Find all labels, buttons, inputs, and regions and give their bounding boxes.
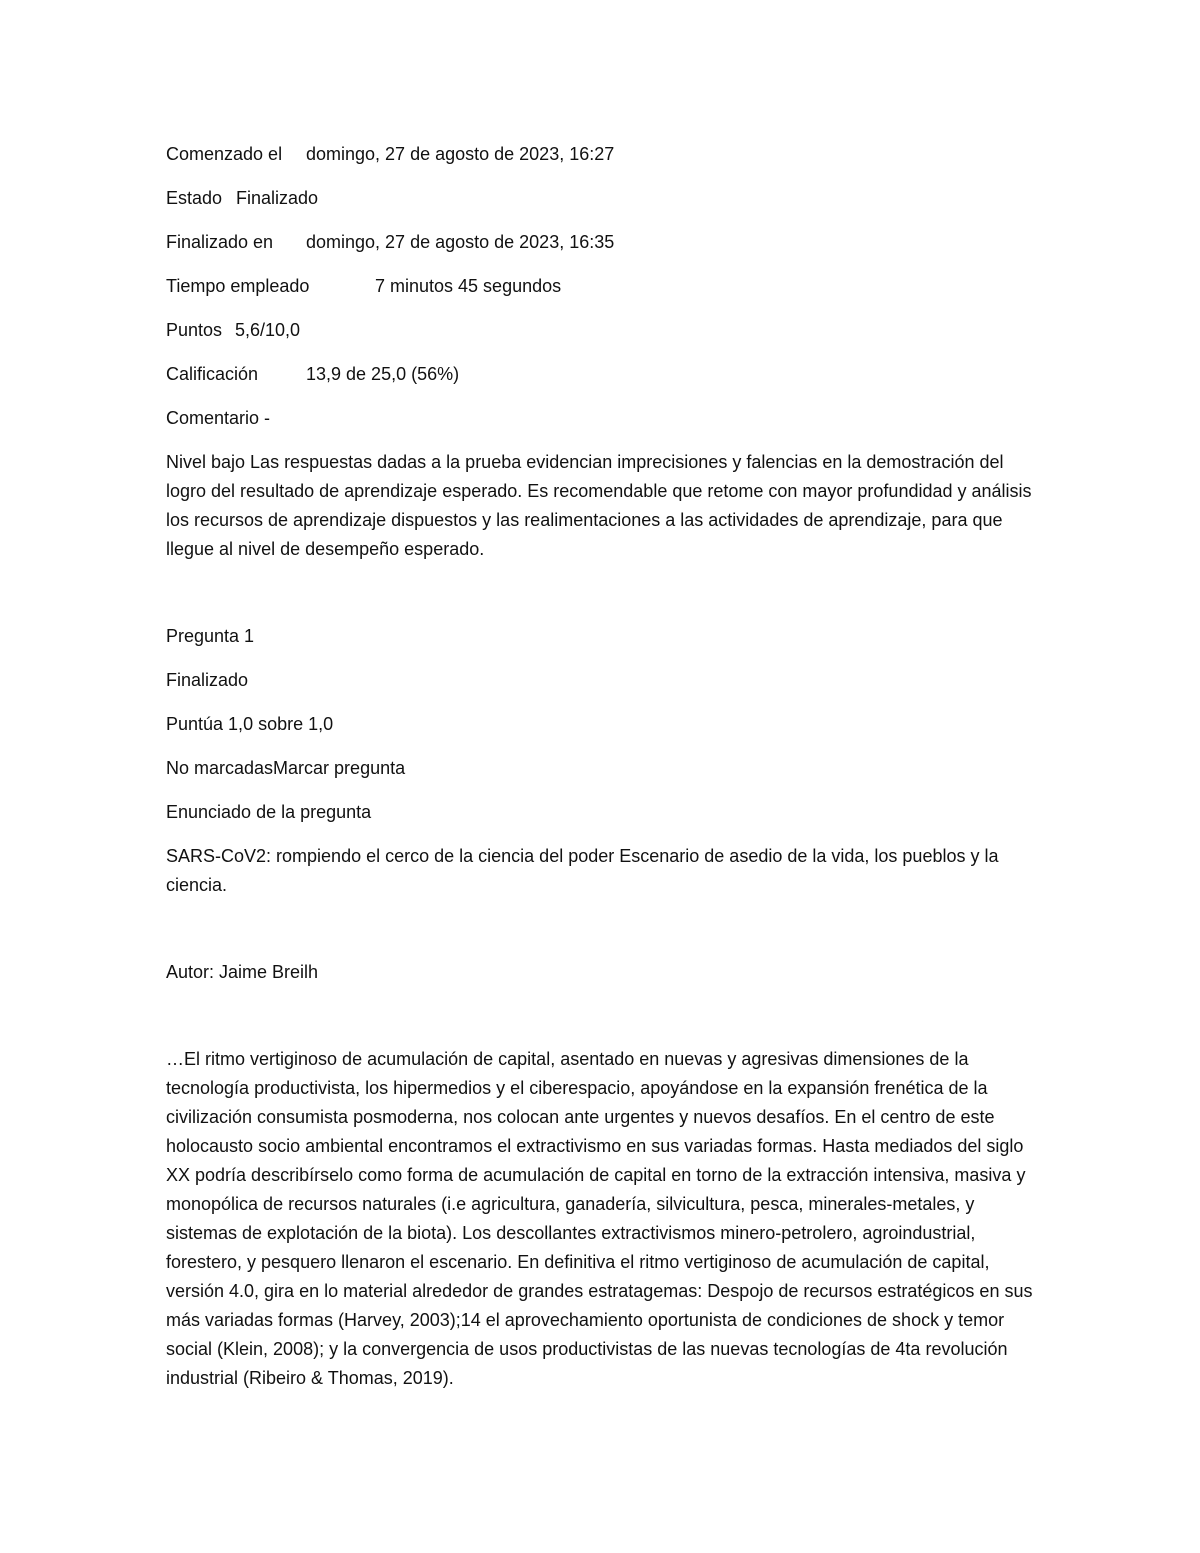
started-row xyxy=(166,140,1036,169)
started-label: Comenzado el xyxy=(166,144,283,164)
time-label: Tiempo empleado xyxy=(166,276,310,296)
question-text: SARS-CoV2: rompiendo el cerco de la ciencia del poder Escenario de asedio de la vida, los pueblos y la ciencia. xyxy=(166,846,999,895)
question-author: Autor: Jaime Breilh xyxy=(166,962,319,982)
question-title: Pregunta 1 xyxy=(166,626,255,646)
question-statement-label: Enunciado de la pregunta xyxy=(166,802,372,822)
question-status: Finalizado xyxy=(166,670,249,690)
flag-question-link[interactable]: No marcadasMarcar pregunta xyxy=(166,758,406,778)
question-score: Puntúa 1,0 sobre 1,0 xyxy=(166,714,334,734)
question-excerpt: …El ritmo vertiginoso de acumulación de capital, asentado en nuevas y agresivas dimensiones de la tecnología productivista, los hipermedios y el ciberespacio, apoyándose en la expansión frenética de la civilización consumista posmoderna, nos colocan ante urgentes y nuevos desafíos. En el centro de este holocausto socio ambiental encontramos el extractivismo en sus variadas formas. Hasta mediados del siglo XX podría describírselo como forma de acumulación de capital en torno de la extracción intensiva, masiva y monopólica de recursos naturales (i.e agricultura, ganadería, silvicultura, pesca, minerales-metales, y sistemas de explotación de la biota). Los descollantes extractivismos minero-petrolero, agroindustrial, forestero, y pesquero llenaron el escenario. En definitiva el ritmo vertiginoso de acumulación de capital, versión 4.0, gira en lo material alrededor de grandes estratagemas: Despojo de recursos estratégicos en sus más variadas formas (Harvey, 2003);14 el aprovechamiento oportunista de condiciones de shock y temor social (Klein, 2008); y la convergencia de usos productivistas de las nuevas tecnologías de 4ta revolución industrial (Ribeiro & Thomas, 2019). xyxy=(166,1049,1033,1388)
state-label: Estado xyxy=(166,188,223,208)
comment-label: Comentario - xyxy=(166,408,271,428)
time-row xyxy=(166,272,1036,301)
state-value: Finalizado xyxy=(236,188,319,208)
document-content xyxy=(166,140,1036,1393)
grade-value: 13,9 de 25,0 (56%) xyxy=(306,364,460,384)
grade-label: Calificación xyxy=(166,364,259,384)
ended-row xyxy=(166,228,1036,257)
ended-label: Finalizado en xyxy=(166,232,274,252)
state-row xyxy=(166,184,1036,213)
feedback-text: Nivel bajo Las respuestas dadas a la prueba evidencian imprecisiones y falencias en la demostración del logro del resultado de aprendizaje esperado. Es recomendable que retome con mayor profundidad y análisis los recursos de aprendizaje dispuestos y las realimentaciones a las actividades de aprendizaje, para que llegue al nivel de desempeño esperado. xyxy=(166,452,1032,559)
ended-value: domingo, 27 de agosto de 2023, 16:35 xyxy=(306,232,615,252)
points-label: Puntos xyxy=(166,320,223,340)
grade-row xyxy=(166,360,1036,389)
started-value: domingo, 27 de agosto de 2023, 16:27 xyxy=(306,144,615,164)
points-value: 5,6/10,0 xyxy=(235,320,301,340)
time-value: 7 minutos 45 segundos xyxy=(375,276,562,296)
points-row xyxy=(166,316,1036,345)
